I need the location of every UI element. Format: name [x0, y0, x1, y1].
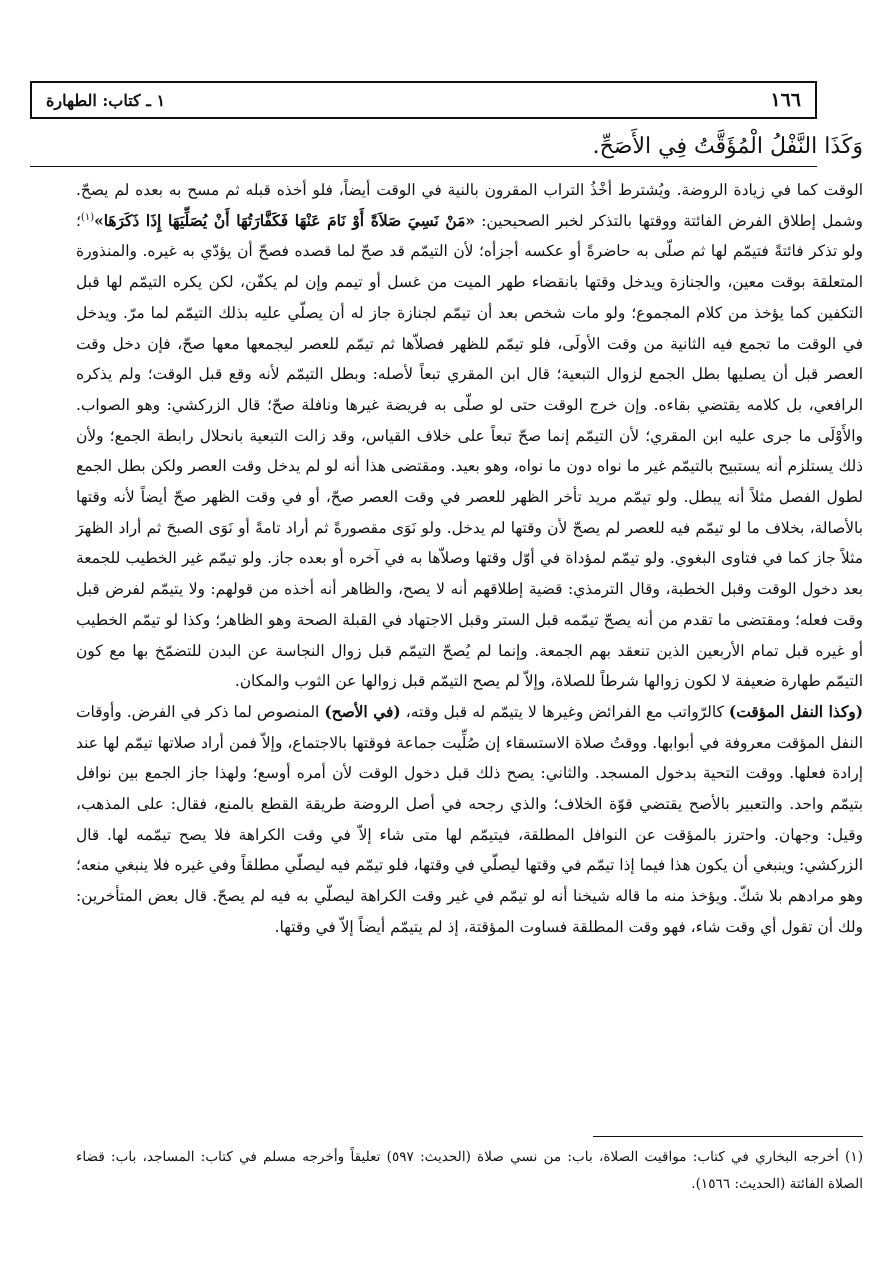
- commentary-text: المنصوص لما ذكر في الفرض. وأوقات النفل المؤقت معروفة في أبوابها. ووقتُ صلاة الاستسقاء إن صُلِّيت جماعة فوقتها بالاجتماع، وإلاّ فمن أراد صلاتها تيمّم لها عند إرادة فعلها. ووقت التحية بدخول المسجد. والثاني: يصح ذلك قبل دخول الوقت لأن أمره أوسع؛ ولهذا جاز الجمع بين نوافل بتيمّم واحد. والتعبير بالأصح يقتضي قوّة الخلاف؛ والذي رجحه في أصل الروضة طريقة القطع بالمنع، فقال: على المذهب، وقيل: وجهان. واحترز بالمؤقت عن النوافل المطلقة، فيتيمّم لها متى شاء إلاّ في وقت الكراهة فلا يصح تيمّمه لها. قال الزركشي: وينبغي أن يكون هذا فيما إذا تيمّم في وقتها ليصلّي في وقتها، فلو تيمّم فيه ليصلّي مطلقاً وفي غيره فلا ينبغي منعه؛ وهو مرادهم بلا شكّ. ويؤخذ منه ما قاله شيخنا أنه لو تيمّم في غير وقت الكراهة ليصلّي به فيه لم يصحّ. قال بعض المتأخرين: ولك أن تقول أي وقت شاء، فهو وقت المطلقة فساوت المؤقتة، إذ لم يتيمّم أيضاً إلاّ في وقتها.: [76, 702, 863, 936]
- main-text-line: وَكَذَا النَّفْلُ الْمُؤَقَّتُ فِي الأَصَحِّ.: [592, 134, 863, 159]
- page-header: [30, 81, 817, 119]
- footnote: (١) أخرجه البخاري في كتاب: مواقيت الصلاة، باب: من نسي صلاة (الحديث: ٥٩٧) تعليقاً وأخرجه مسلم في كتاب: المساجد، باب: قضاء الصلاة الفائتة (الحديث: ١٥٦٦).: [76, 1149, 863, 1192]
- commentary-paragraph: [76, 697, 863, 943]
- commentary-paragraph: [76, 175, 863, 697]
- matn-term: (في الأصح): [324, 702, 401, 721]
- separator-line: [30, 166, 817, 167]
- page-number: ١٦٦: [770, 89, 801, 111]
- commentary-text: ؛ ولو تذكر فائتةً فتيمّم لها ثم صلّى به حاضرةً أو عكسه أجزأه؛ لأن التيمّم قد صحّ لما قصده فصحّ أن يؤدّي به غيره. والمنذورة المتعلقة بوقت معين، والجنازة ويدخل وقتها بانقضاء طهر الميت من غسل أو تيمم وإن لم يكفّن، لكن يكره التيمّم لها قبل التكفين كما يؤخذ من كلام المجموع؛ ولو مات شخص بعد أن تيمّم لجنازة جاز له أن يصلّي عليه بذلك التيمّم لما مرّ. ويدخل في الوقت ما تجمع فيه الثانية من وقت الأولَى، فلو تيمّم للظهر فصلاّها ثم تيمّم للعصر ليجمعها معها صحّ، فإن دخل وقت العصر قبل أن يصليها بطل الجمع لزوال التبعية؛ قال ابن المقري تبعاً لأصله: وبطل التيمّم لأنه وقع قبل الوقت؛ ولم يذكره الرافعي، بل كلامه يقتضي بقاءه. وإن خرج الوقت حتى لو صلّى به فريضة غيرها ونافلة صحّ؛ قال الزركشي: وهو الصواب. والأَوْلَى ما جرى عليه ابن المقري؛ لأن التيمّم إنما صحّ تبعاً على خلاف القياس، وقد زالت التبعية بانحلال رابطة الجمع؛ ولأن ذلك يستلزم أنه يستبيح بالتيمّم غير ما نواه دون ما نواه، وهو بعيد. ومقتضى هذا أنه لو لم يدخل وقت العصر ولكن بطل الجمع لطول الفصل مثلاً أنه يبطل. ولو تيمّم مريد تأخر الظهر للعصر في وقت العصر صحّ، أو في وقت الظهر صحّ أيضاً لأنه وقتها بالأصالة، بخلاف ما لو تيمّم فيه للعصر لم يصحّ لأن وقتها لم يدخل. ولو نَوَى مقصورةً ثم أراد تامةً أو نَوَى الصبحَ ثم أراد الظهرَ مثلاً جاز كما في فتاوى البغوي. ولو تيمّم لمؤداة في أوّل وقتها وصلاّها به في آخره أو بعده جاز. ولو تيمّم غير الخطيب للجمعة بعد دخول الوقت وقبل الخطبة، وقال الترمذي: قضية إطلاقهم أنه لا يصح، والظاهر أنه أخذه من قولهم: ولا يتيمّم لفرض قبل وقت فعله؛ ومقتضى ما تقدم من أنه يصحّ تيمّمه قبل الستر وقبل الاجتهاد في القبلة الصحة وهو الظاهر؛ وكذا لو تيمّم الخطيب أو غيره قبل تمام الأربعين الذين تنعقد بهم الجمعة. وإنما لم يُصحّ التيمّم قبل زوال النجاسة عن البدن للتضمّخ بها مع كون التيمّم طهارة ضعيفة لا لكون زوالها شرطاً للصلاة، وإلاّ لم يصح التيمّم قبل زوالها عن الثوب والمكان.: [76, 211, 863, 691]
- commentary-text: الوقت كما في زيادة الروضة. ويُشترط أخْذُ التراب المقرون بالنية في الوقت أيضاً، فلو أخذه قبله ثم مسح به بعده لم يصحّ. وشمل إطلاق الفرض الفائتة ووقتها بالتذكر لخبر الصحيحين:: [76, 181, 863, 230]
- chapter-title: ١ ـ كتاب: الطهارة: [46, 90, 166, 110]
- commentary: [76, 175, 863, 943]
- footnote-separator: [593, 1136, 863, 1137]
- commentary-text: كالرّواتب مع الفرائض وغيرها لا يتيمّم له قبل وقته،: [400, 702, 729, 721]
- footnote-reference[interactable]: (١): [80, 211, 95, 223]
- hadith-quote: «مَنْ نَسِيَ صَلاَةً أَوْ نَامَ عَنْهَا فَكَفَّارَتُهَا أَنْ يُصَلِّيَهَا إِذَا ذَكَرَهَا»: [94, 211, 475, 230]
- matn-term: (وكذا النفل المؤقت): [728, 702, 863, 721]
